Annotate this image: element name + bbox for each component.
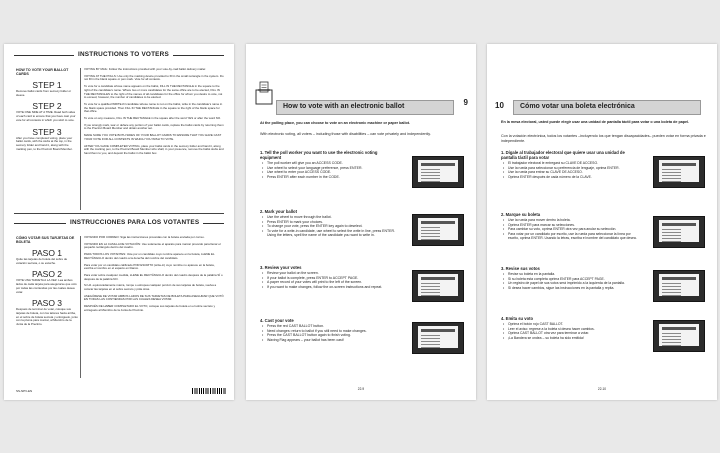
section-title: 2. Marque su boleta [501,212,541,217]
section-title: 4. Cast your vote [260,318,294,323]
en-heading: HOW TO VOTE YOUR BALLOT CARDS [16,68,69,76]
instruction-paragraph: To vote for a candidate whose name appears on the ballot, FILL IN THE RECTANGLE in the square to the right of the candidate's name. Where two or more candidates for the same office are to be elected, FILL IN THE RECTANGLES to the right of the names of all candidates for the office for whom you desire to vote, not to exceed, however, the number of candidates to be elected. [84,84,223,100]
page-code: SS-NPV-EN [16,389,33,393]
step-label: STEP 3 [32,126,62,137]
list-item: • Press ENTER after each number in the CODE. [260,175,398,180]
list-item: • Para votar por un candidato por escrito, use la rueda para seleccionar la línea por escrito, oprima ENTER. Usando la letras, escriba el nombre del candidato que desea. [501,232,639,241]
page-number: 9 [463,98,468,107]
column-divider [80,236,81,378]
intro [260,121,466,126]
step-text: VOTE UNA TARJETA A LA VEZ. Lea ambos lados de cada tarjeta para asegurarse que votó por todas las contiendas por las cuales desea votar. [16,278,77,294]
review-screen-image [653,270,705,302]
page-header [254,100,468,116]
instruction-paragraph: ASEGÚRESE DE VOTAR AMBOS LADOS DE SUS TARJETAS DE BOLETA PARA ASEGURAR QUE VOTÓ EN TODAS LAS CONTIENDAS POR LAS CUALES DESEA VOTAR. [84,293,224,302]
access-code-screen-image [412,156,464,188]
section-divider [14,213,224,214]
section-title: 3. Review your votes [260,265,302,270]
instruction-paragraph: AFTER YOU HAVE COMPLETED VOTING, place your ballot cards in the secrecy folder and hand it, along with the marking pen, to the Precinct Board Member who shall, in your presence, remove the ballot stubs and hand them to you, and deposit the ballot in the ballot box. [84,143,224,155]
list-item: • Use the wheel to move through the ballot. [260,215,398,220]
section-4 [501,316,639,340]
list-item: • Oprima ENTER para marcar su selecciones. [501,223,639,228]
instruction-paragraph: If you wrongly mark, tear or deface any portion of your ballot cards, replace the ballot cards by returning them to the Precinct Board Member and obtain another set. [84,122,224,131]
title-en-wrap [14,47,224,63]
column-divider [80,68,81,210]
list-item: • A paper record of your votes will print to the left of the screen. [260,280,398,285]
page-header [495,100,709,116]
list-item: • Si su boleta esta completa oprima ENTER para ACCEPT PAGE. [501,277,639,282]
list-item: • Use la rueda para entrar su CLAVE DE ACCESO. [501,170,639,175]
step-label: PASO 3 [31,298,63,309]
step-text: Después de terminar de votar, coloque sus tarjetas de boleta, con los talones hacia arriba, en el sobre de boleta secreta y entréguelo, junto con la pluma para marcar, al Miembro de la Junta de la Precinto. [16,307,78,327]
step-label: PASO 1 [31,248,63,258]
intro [501,120,707,125]
step-3 [16,127,78,152]
step-label: PASO 2 [31,269,63,280]
page-footer: 22-10 [597,387,607,391]
page-title: Cómo votar una boleta electrónica [520,103,635,110]
page-footer: 22-9 [357,387,365,391]
list-item: • Oprima el botón rojo CAST BALLOT. [501,322,639,327]
section-title: 2. Mark your ballot [260,209,297,214]
list-item: • Press ENTER to mark your choices. [260,220,398,225]
en-steps-column [16,68,78,155]
intro-bold: At the polling place, you can choose to vote on an electronic machine or paper ballot. [260,121,410,125]
instruction-paragraph: Si Ud. equivocadamente marca, rompe o estropea cualquier porción de sus tarjetas de boleta, vuelva a colocar las tarjetas en el sobre secreto y pida otras. [84,283,217,292]
list-item: • Leer el aviso: regrese a la boleta si desea hacer cambios. [501,327,639,332]
list-item: • Oprima CAST BALLOT otra vez para terminar a votar. [501,331,639,336]
list-item: • El trabajador electoral le entregará su CLAVE DE ACCESO. [501,161,639,166]
list-item: • Press the CAST BALLOT button again to finish voting. [260,333,398,338]
section-2 [501,212,639,241]
list-item: • Waving Flag appears – your ballot has been cast! [260,338,398,343]
list-item: • Need changes: return to ballot if you still need to make changes. [260,329,398,334]
section-1 [260,150,398,179]
list-item: • If you want to make changes, follow the on-screen instructions and repeat. [260,285,398,290]
instruction-paragraph: PARA TODOS LOS VOTANTES: Vote por un candidato cuyo nombre aparece en la boleta, LLENE EL RECTÁNGULO dentro del cuadro a la derecha del nombre del candidato. [84,252,215,260]
instruction-paragraph: To vote on any measure, FILL IN THE RECTANGLE in the square after the word YES or after the word NO. [84,116,221,121]
ballot-screen-image [653,216,705,248]
step-label: STEP 1 [32,80,62,90]
intro-text: With electronic voting, all voters – including those with disabilities – can vote privately and independently. [260,132,431,136]
page-title-es: INSTRUCCIONES PARA LOS VOTANTES [66,215,203,231]
es-steps-column [16,236,78,331]
paso-1 [16,248,78,265]
intro-bold: En la mesa electoral, usted puede elegir usar una unidad de pantalla táctil para votar o una boleta de papel. [501,120,690,124]
step-1 [16,80,78,97]
paso-3 [16,298,78,327]
step-text: After you have completed voting, place your ballot cards, with the stubs at the top, in the secrecy folder and hand it, along with the marking pen, to the Precinct Board Member. [16,135,73,151]
spanish-guide-page [487,44,717,400]
access-code-screen-image [653,156,705,188]
instruction-paragraph: VOTING BY MAIL: Follow the instructions provided with your vote-by-mail ballot delivery mailer. [84,67,207,71]
list-item: • The poll worker will give you an ACCESS CODE. [260,161,398,166]
title-banner [513,100,701,115]
page-title: How to vote with an electronic ballot [283,103,405,110]
instruction-paragraph: VOTANDO EN LA CASILLA DE VOTACIÓN: Use solamente el aparato para marcar proveído para llenar el pequeño rectángulo dentro del cuadro. [84,241,221,250]
step-text: Quite las tarjetas de boleta del sobre de votación secreta, o su estuche. [16,257,68,265]
instruction-paragraph: Para votar sobre cualquier medida, LLENE EL RECTÁNGULO dentro del cuadro después de la palabra SÍ o después de la palabra NO. [84,272,223,281]
review-screen-image [412,270,464,302]
list-item: • Review your ballot on the screen. [260,271,398,276]
list-item: • Si desea hacer cambios, sigue las instrucciones en la pantalla y repita. [501,286,639,291]
instruction-paragraph: Para votar por un candidato calificado POR ESCRITO (write-in) cuyo nombre no aparece en la boleta, escriba el nombre en el espacio en blanco. [84,262,215,271]
es-heading: CÓMO VOTAR SUS TARJETAS DE BOLETA [16,236,75,244]
step-text: Remove ballot cards from secrecy folder or sleeve. [16,89,72,97]
section-3 [260,265,398,289]
list-item: • Use la rueda para mover dentro la boleta. [501,218,639,223]
section-1 [501,150,639,179]
step-label: STEP 2 [32,101,62,112]
list-item: • ¡La Bandera se ondea – su boleta ha sido emitida! [501,336,639,341]
list-item: • Press the red CAST BALLOT button. [260,324,398,329]
list-item: • Use la rueda para seleccionar su preferencia de lenguaje, oprima ENTER. [501,166,639,171]
title-banner [276,100,454,115]
instruction-paragraph: DESPUÉS DE HABER COMPLETADO EL VOTO, coloque sus tarjetas de boleta en el sobre secreto y entréguelo al Miembro de la Junta de Precinto. [84,304,216,312]
ballot-box-icon [254,78,276,106]
instruction-paragraph: MAKE SURE YOU VOTE BOTH SIDES OF YOUR BALLOT CARDS TO ENSURE THAT YOU HAVE CAST YOUR VOTE FOR ALL CONTESTS IN WHICH YOU WISH TO VOTE. [84,133,222,141]
instruction-paragraph: To vote for a qualified WRITE-IN candidate whose name is not on the ballot, write in the candidate's name in the blank space provided. Then FILL IN THE RECTANGLE in the square to the right of the blank space for that office. [84,101,223,114]
section-title: 1. Tell the poll worker you want to use the electronic voting equipment [260,150,378,160]
english-guide-page [246,44,476,400]
section-4 [260,318,398,342]
section-2 [260,209,398,238]
list-item: • Un registro de papel de sus votos será imprimido a la izquierda de la pantalla. [501,281,639,286]
cast-ballot-screen-image [653,320,705,352]
section-title: 4. Emita su voto [501,316,534,321]
en-instructions-column [84,68,224,159]
step-2 [16,101,78,122]
cast-ballot-screen-image [412,322,464,354]
list-item: • To change your vote, press the ENTER key again to deselect. [260,224,398,229]
list-item: • Use wheel to enter your ACCESS CODE. [260,170,398,175]
intro-text: Con la votación electrónica, todos los votantes –incluyendo los que tengan discapacidades– pueden votar en forma privada e independiente. [501,134,706,143]
list-item: • Revise su boleta en la pantalla. [501,272,639,277]
page-title-en: INSTRUCTIONS TO VOTERS [74,47,173,63]
paso-2 [16,269,78,294]
instruction-paragraph: VOTING AT THE POLLS: Use only the marking device provided to fill in the small rectangle in the system. Do not fill in the blank square or pen mark. Vote for all contests. [84,73,224,82]
list-item: • Para cambiar su voto, oprima ENTER otra vez para anular su selección. [501,227,639,232]
list-item: • To vote for a write-in candidate, use wheel to select the write in line, press ENTER. Using the letters, spell the name of the candidate you want to write in. [260,229,398,238]
page-number: 10 [495,101,504,110]
section-3 [501,266,639,290]
list-item: • Use wheel to select your language preference, press ENTER. [260,166,398,171]
es-instructions-column [84,236,224,316]
list-item: • Oprima ENTER después de cada número de la CLAVE. [501,175,639,180]
barcode [192,388,226,394]
instruction-paragraph: VOTANDO POR CORREO: Siga las instrucciones proveídas con la boleta enviada por correo. [84,235,205,239]
list-item: • If your ballot is complete, press ENTER to ACCEPT PAGE. [260,276,398,281]
instructions-page [4,44,234,400]
ballot-screen-image [412,214,464,246]
section-title: 1. Dígale al trabajador electoral que quiere usar una unidad de pantalla táctil para votar [501,150,625,160]
step-text: VOTE ONE SIDE AT A TIME. Read both sides of each card to ensure that you have cast your vote for all contests in which you wish to vote. [16,110,76,122]
title-es-wrap [14,215,224,231]
section-title: 3. Revise sus votos [501,266,540,271]
